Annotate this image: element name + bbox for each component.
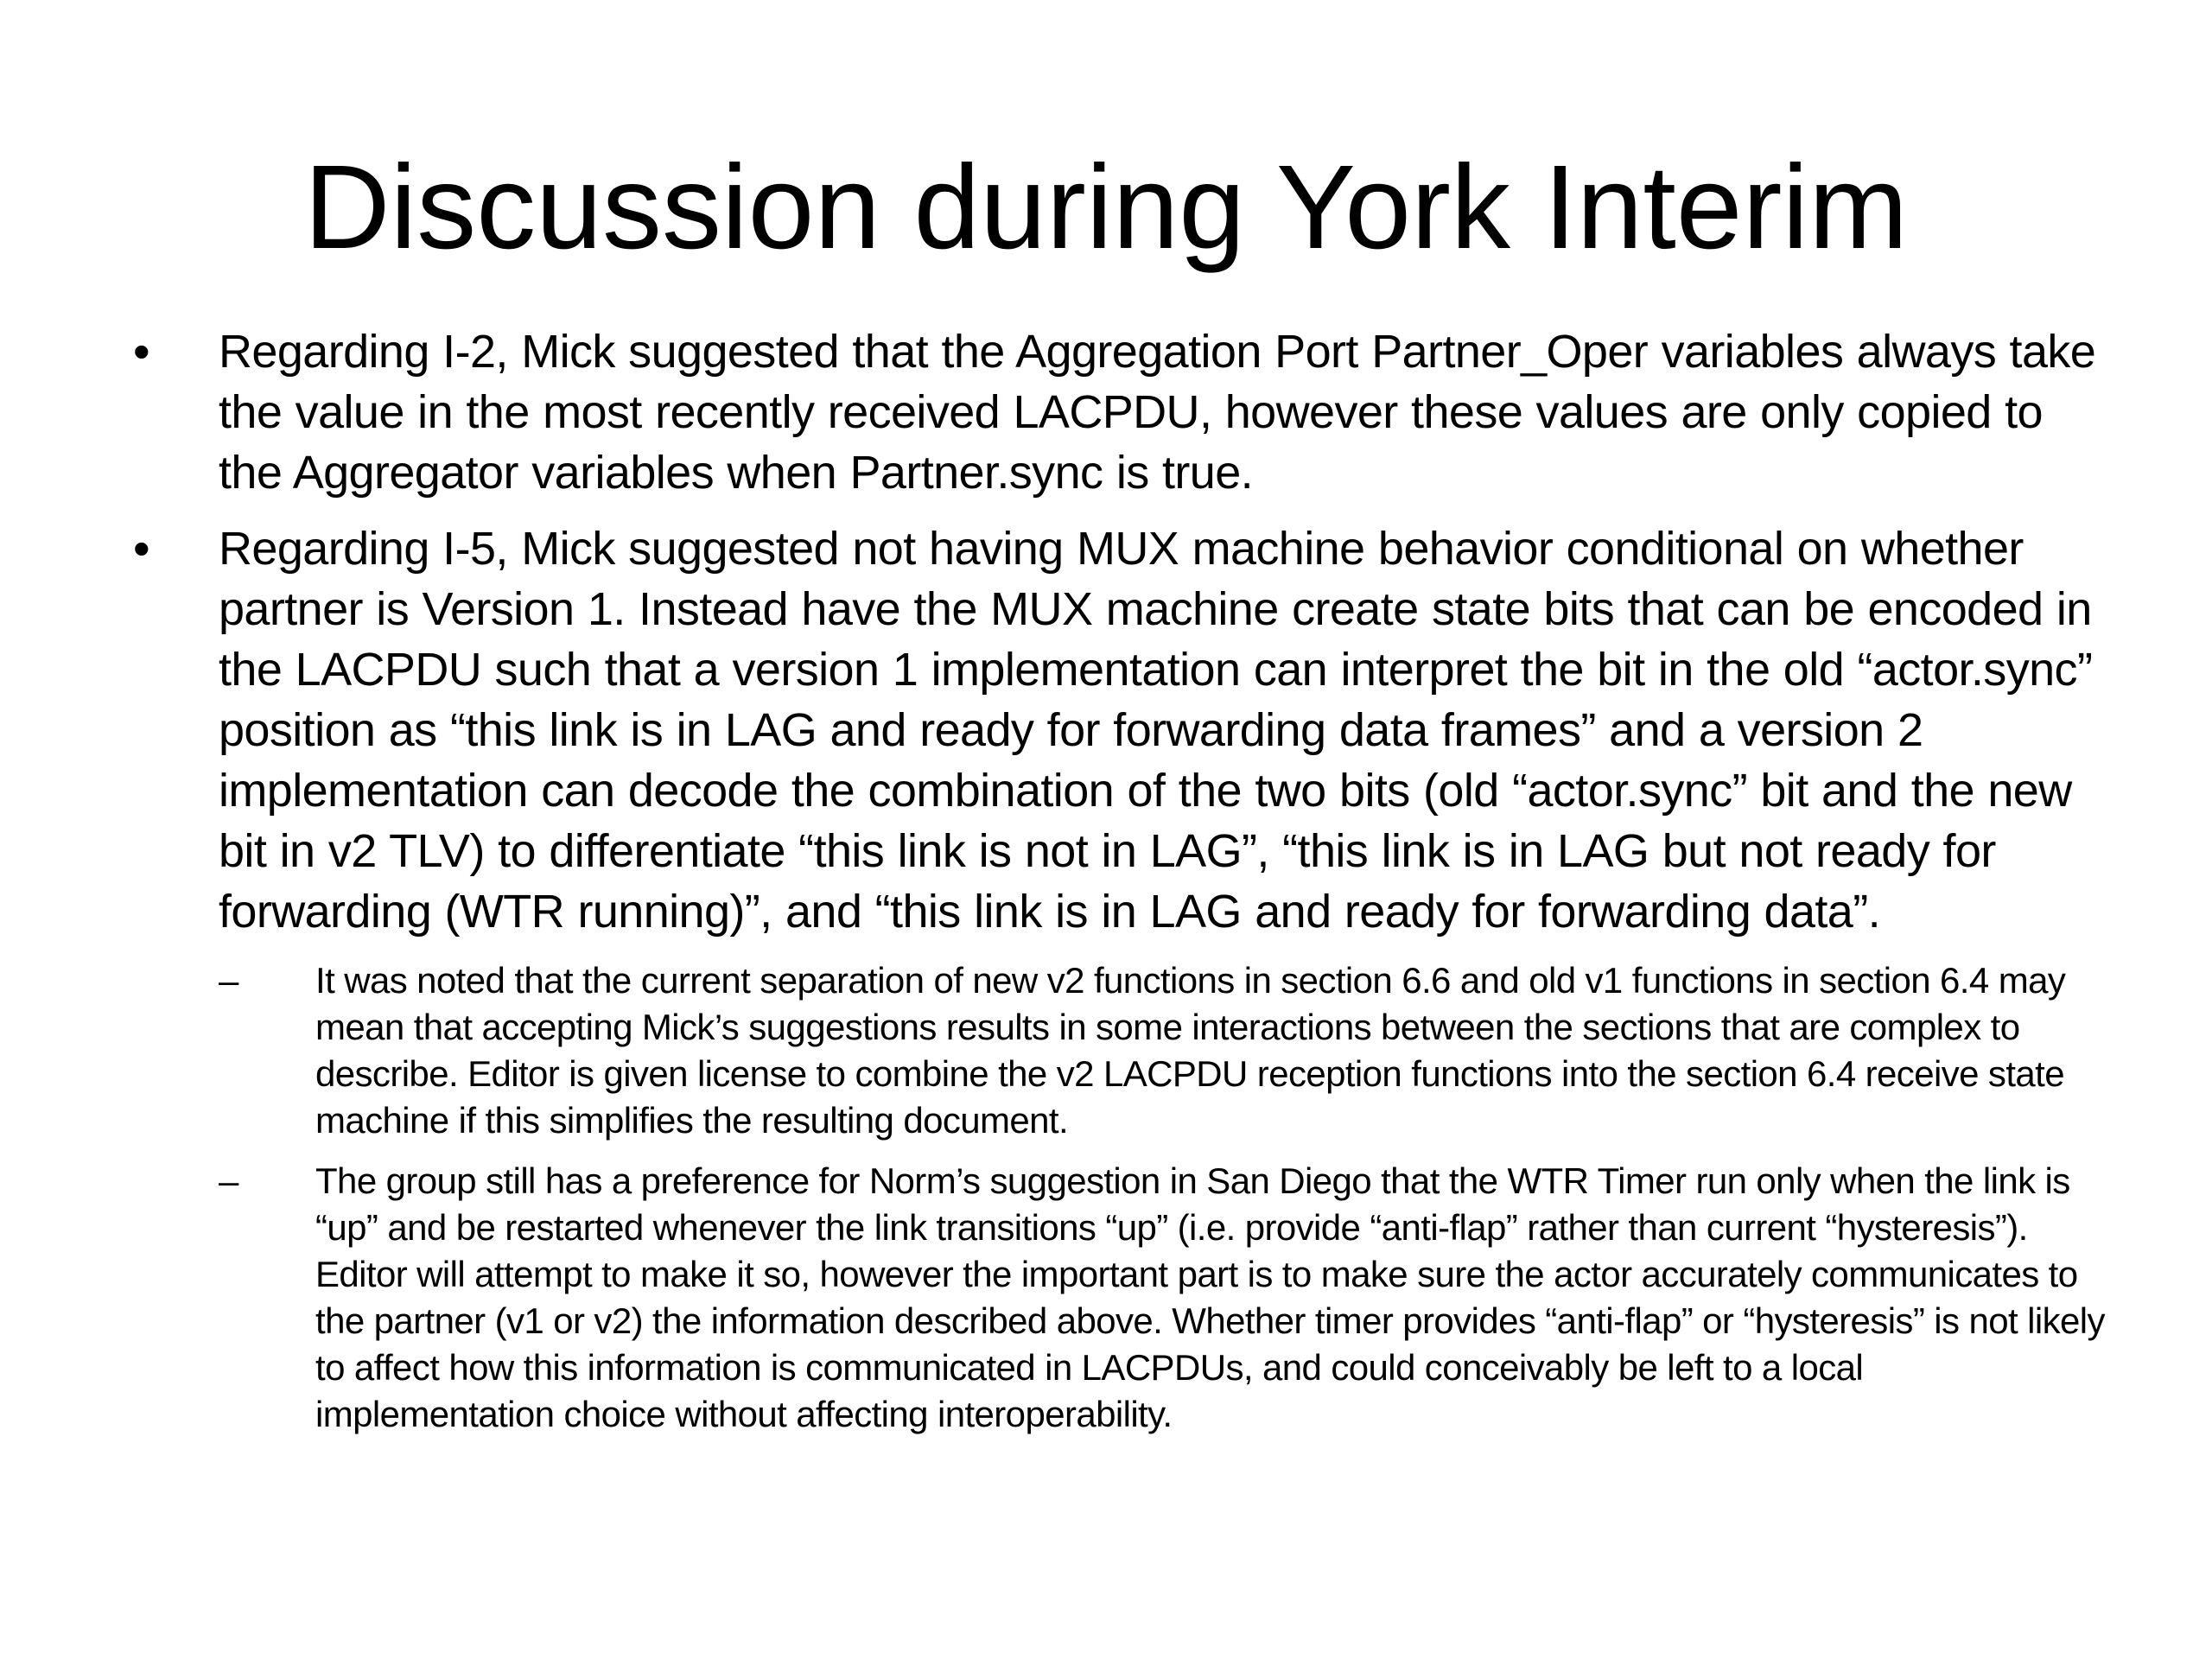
dash-icon: –	[219, 1160, 239, 1201]
bullet-item	[121, 518, 2108, 942]
slide-content	[121, 321, 2108, 1452]
slide-title: Discussion during York Interim	[303, 141, 1909, 274]
bullet-icon: •	[133, 324, 150, 378]
dash-icon: –	[219, 960, 239, 1001]
bullet-item	[121, 321, 2108, 503]
bullet-text: Regarding I-2, Mick suggested that the Aggregation Port Partner_Oper variables always take the value in the most recently received LACPDU, however these values are only copied to the Aggregator variables when Partner.sync is true.	[219, 326, 2096, 499]
sub-bullet-item	[219, 1158, 2108, 1438]
bullet-text: Regarding I-5, Mick suggested not having MUX machine behavior conditional on whether partner is Version 1. Instead have the MUX machine create state bits that can be encoded in the LACPDU such that a version 1 implementation can interpret the bit in the old “actor.sync” position as “this link is in LAG and ready for forwarding data frames” and a version 2 implementation can decode the combination of the two bits (old “actor.sync” bit and the new bit in v2 TLV) to differentiate “this link is not in LAG”, “this link is in LAG but not ready for forwarding (WTR running)”, and “this link is in LAG and ready for forwarding data”.	[219, 523, 2093, 938]
sub-bullet-item	[219, 957, 2108, 1144]
sub-bullet-list	[121, 957, 2108, 1438]
sub-bullet-text: It was noted that the current separation of new v2 functions in section 6.6 and old v1 functions in section 6.4 may mean that accepting Mick’s suggestions results in some interactions between the sections that are complex to describe. Editor is given license to combine the v2 LACPDU reception functions into the section 6.4 receive state machine if this simplifies the resulting document.	[315, 960, 2066, 1141]
sub-bullet-text: The group still has a preference for Norm’s suggestion in San Diego that the WTR Timer run only when the link is “up” and be restarted whenever the link transitions “up” (i.e. provide “anti-flap” rather than current “hysteresis”). Editor will attempt to make it so, however the important part is to make sure the actor accurately communicates to the partner (v1 or v2) the information described above. Whether timer provides “anti-flap” or “hysteresis” is not likely to affect how this information is communicated in LACPDUs, and could conceivably be left to a local implementation choice without affecting interoperability.	[315, 1160, 2105, 1434]
bullet-icon: •	[133, 521, 150, 575]
